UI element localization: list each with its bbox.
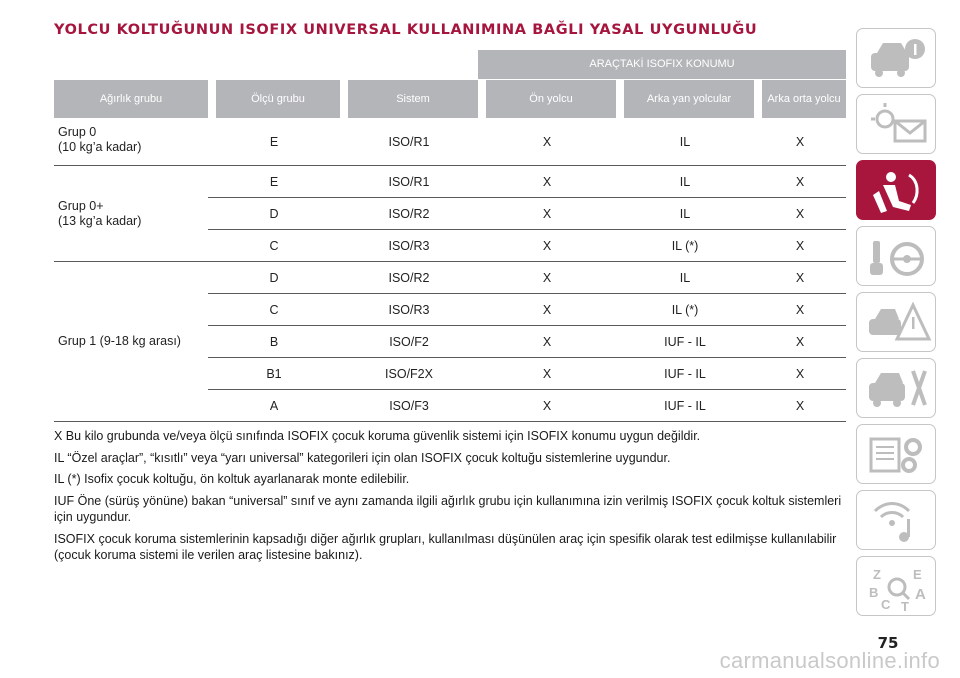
svg-text:T: T: [901, 599, 909, 614]
table-cell: ISO/R2: [340, 262, 478, 294]
table-cell: X: [478, 358, 616, 390]
table-cell: X: [754, 390, 846, 422]
table-cell: ISO/R2: [340, 198, 478, 230]
table-cell: E: [208, 166, 340, 198]
table-cell: IL: [616, 198, 754, 230]
tab-warning-lights[interactable]: [856, 94, 936, 154]
table-cell: IUF - IL: [616, 390, 754, 422]
note-other-groups: ISOFIX çocuk koruma sistemlerinin kapsadığı diğer ağırlık grupları, kullanılması düşünülen araç için spesifik olarak test edilmişse kullanılabilir (çocuk koruma sistemi ile verilen araç listesine bakınız).: [54, 531, 837, 562]
note-iuf: IUF Öne (sürüş yönüne) bakan “universal” sınıf ve aynı zamanda ilgili ağırlık grubu için kullanımına izin verilmiş ISOFIX çocuk koltuk sistemleri için uygundur.: [54, 493, 842, 524]
table-cell: IL (*): [616, 230, 754, 262]
table-cell: D: [208, 262, 340, 294]
weight-group-label: Grup 0 (10 kg’a kadar): [58, 125, 142, 154]
table-cell: IL (*): [616, 294, 754, 326]
table-cell: X: [478, 198, 616, 230]
table-cell: D: [208, 198, 340, 230]
svg-text:A: A: [915, 586, 926, 603]
table-cell: X: [478, 230, 616, 262]
tab-safety[interactable]: [856, 160, 936, 220]
weight-group-cell: [54, 262, 208, 422]
col-header: Ağırlık grubu: [54, 80, 208, 118]
weight-group-cell: [54, 118, 208, 166]
breakdown-icon: [857, 293, 937, 353]
tab-starting-driving[interactable]: [856, 226, 936, 286]
weight-group-label: Grup 0+ (13 kg’a kadar): [58, 198, 142, 228]
table-cell: X: [754, 294, 846, 326]
table-cell: B: [208, 326, 340, 358]
car-maintenance-icon: [857, 359, 937, 419]
table-cell: ISO/F3: [340, 390, 478, 422]
table-cell: ISO/R3: [340, 294, 478, 326]
table-cell: X: [754, 326, 846, 358]
table-cell: ISO/R3: [340, 230, 478, 262]
technical-data-icon: [857, 425, 937, 485]
tab-index[interactable]: [856, 556, 936, 616]
svg-text:B: B: [869, 585, 879, 600]
table-cell: X: [478, 326, 616, 358]
svg-text:C: C: [881, 597, 891, 612]
table-cell: E: [208, 118, 340, 166]
isofix-table: [54, 50, 846, 422]
svg-text:Z: Z: [873, 567, 881, 582]
index-icon: [857, 557, 937, 617]
table-cell: X: [754, 166, 846, 198]
table-row: [54, 262, 846, 294]
svg-text:E: E: [913, 567, 922, 582]
table-cell: IUF - IL: [616, 358, 754, 390]
col-header: Arka yan yolcular: [616, 80, 754, 118]
tab-technical-data[interactable]: [856, 424, 936, 484]
header-spacer: [54, 50, 478, 80]
table-cell: IL: [616, 262, 754, 294]
note-il: IL “Özel araçlar”, “kısıtlı” veya “yarı universal” kategorileri için olan ISOFIX çocuk koltuğu sistemlerine uygundur.: [54, 450, 671, 465]
table-row: [54, 166, 846, 198]
span-header: ARAÇTAKİ ISOFIX KONUMU: [478, 50, 846, 80]
warning-lights-icon: [857, 95, 937, 155]
table-cell: IUF - IL: [616, 326, 754, 358]
watermark: carmanualsonline.info: [719, 648, 940, 673]
table-cell: B1: [208, 358, 340, 390]
table-cell: C: [208, 294, 340, 326]
table-cell: IL: [616, 166, 754, 198]
col-header: Sistem: [340, 80, 478, 118]
table-cell: X: [754, 230, 846, 262]
col-header: Ön yolcu: [478, 80, 616, 118]
table-cell: X: [478, 294, 616, 326]
table-cell: ISO/R1: [340, 166, 478, 198]
table-row: [54, 118, 846, 166]
table-cell: ISO/F2X: [340, 358, 478, 390]
tab-car-info[interactable]: [856, 28, 936, 88]
column-headers: [54, 80, 846, 118]
table-cell: X: [754, 262, 846, 294]
col-header: Ölçü grubu: [208, 80, 340, 118]
page-title: YOLCU KOLTUĞUNUN ISOFIX UNIVERSAL KULLANIMINA BAĞLI YASAL UYGUNLUĞU: [54, 22, 758, 38]
table-cell: X: [754, 358, 846, 390]
tab-emergency[interactable]: [856, 292, 936, 352]
table-cell: C: [208, 230, 340, 262]
table-cell: ISO/F2: [340, 326, 478, 358]
page-number: 75: [877, 634, 899, 652]
table-cell: IL: [616, 118, 754, 166]
table-cell: X: [478, 118, 616, 166]
table-cell: X: [754, 198, 846, 230]
weight-group-cell: [54, 166, 208, 262]
tab-multimedia[interactable]: [856, 490, 936, 550]
note-x: X Bu kilo grubunda ve/veya ölçü sınıfında ISOFIX çocuk koruma güvenlik sistemi için ISOFIX konumu uygun değildir.: [54, 429, 701, 443]
car-info-icon: [857, 29, 937, 89]
seat-airbag-icon: [857, 161, 937, 221]
table-cell: X: [754, 118, 846, 166]
table-cell: X: [478, 166, 616, 198]
table-cell: X: [478, 262, 616, 294]
tab-maintenance[interactable]: [856, 358, 936, 418]
table-cell: ISO/R1: [340, 118, 478, 166]
table-cell: A: [208, 390, 340, 422]
table-cell: X: [478, 390, 616, 422]
multimedia-icon: [857, 491, 937, 551]
weight-group-label: Grup 1 (9-18 kg arası): [58, 334, 181, 348]
col-header: Arka orta yolcu: [754, 80, 846, 118]
key-steering-wheel-icon: [857, 227, 937, 287]
note-il-star: IL (*) Isofix çocuk koltuğu, ön koltuk ayarlanarak monte edilebilir.: [54, 472, 410, 486]
legend-notes: [54, 428, 848, 569]
